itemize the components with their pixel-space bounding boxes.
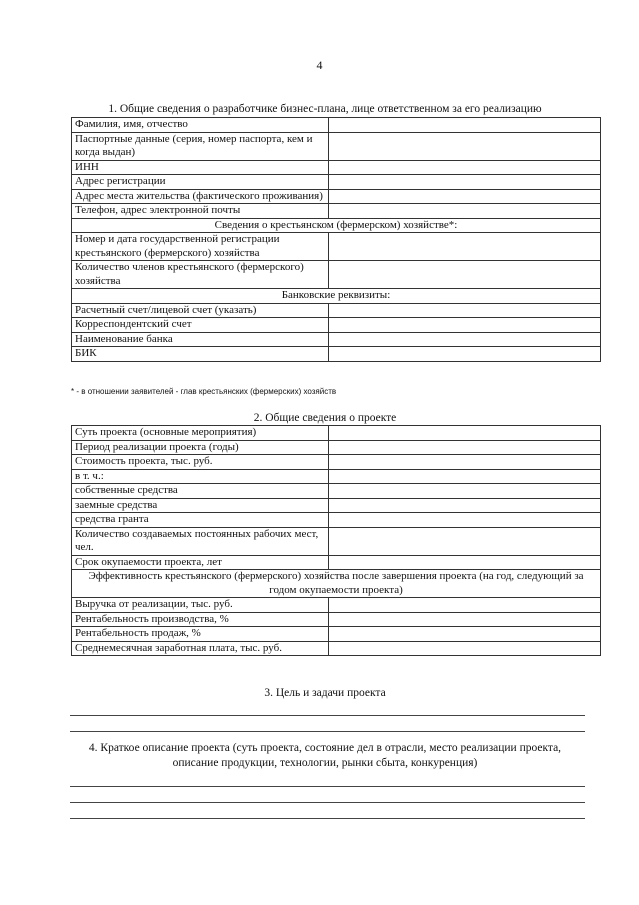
section-2-title: 2. Общие сведения о проекте [253, 412, 397, 424]
field-label: Фамилия, имя, отчество [72, 118, 329, 133]
section-header-cell: Эффективность крестьянского (фермерского) хозяйства после завершения проекта (на год, следующий за годом окупаемости проекта) [72, 570, 601, 598]
table-row [72, 303, 601, 318]
section-1-title: 1. Общие сведения о разработчике бизнес-плана, лице ответственном за его реализацию [108, 103, 542, 115]
section-3-answer-lines [70, 700, 585, 732]
field-value-cell[interactable] [329, 527, 601, 555]
section-3-title: 3. Цель и задачи проекта [264, 687, 386, 699]
field-value-cell[interactable] [329, 189, 601, 204]
table-row [72, 455, 601, 470]
answer-line[interactable] [70, 700, 585, 716]
table-row [72, 347, 601, 362]
field-label: Адрес регистрации [72, 175, 329, 190]
field-label: собственные средства [72, 484, 329, 499]
section-header-cell: Сведения о крестьянском (фермерском) хозяйстве*: [72, 218, 601, 233]
field-value-cell[interactable] [329, 233, 601, 261]
field-label: Наименование банка [72, 332, 329, 347]
project-info-table [71, 425, 601, 656]
field-label: Выручка от реализации, тыс. руб. [72, 598, 329, 613]
section-4-answer-lines [70, 771, 585, 819]
table-row [72, 261, 601, 289]
table-row [72, 175, 601, 190]
table-section-header-row [72, 570, 601, 598]
field-label: Количество создаваемых постоянных рабочих мест, чел. [72, 527, 329, 555]
table-row [72, 118, 601, 133]
field-label: Среднемесячная заработная плата, тыс. руб. [72, 641, 329, 656]
field-label: БИК [72, 347, 329, 362]
field-value-cell[interactable] [329, 318, 601, 333]
table-row [72, 641, 601, 656]
table-row [72, 484, 601, 499]
field-value-cell[interactable] [329, 118, 601, 133]
field-label: Стоимость проекта, тыс. руб. [72, 455, 329, 470]
field-label: Суть проекта (основные мероприятия) [72, 426, 329, 441]
field-value-cell[interactable] [329, 204, 601, 219]
field-label: Рентабельность продаж, % [72, 627, 329, 642]
page-number: 4 [316, 58, 323, 72]
field-label: Срок окупаемости проекта, лет [72, 555, 329, 570]
field-value-cell[interactable] [329, 440, 601, 455]
field-value-cell[interactable] [329, 160, 601, 175]
field-value-cell[interactable] [329, 641, 601, 656]
table-row [72, 318, 601, 333]
table-row [72, 612, 601, 627]
developer-info-table [71, 117, 601, 362]
table-row [72, 440, 601, 455]
field-value-cell[interactable] [329, 598, 601, 613]
field-label: Период реализации проекта (годы) [72, 440, 329, 455]
field-label: Количество членов крестьянского (фермерского) хозяйства [72, 261, 329, 289]
table-row [72, 426, 601, 441]
field-value-cell[interactable] [329, 347, 601, 362]
field-value-cell[interactable] [329, 261, 601, 289]
footnote: * - в отношении заявителей - глав крестьянских (фермерских) хозяйств [71, 387, 337, 396]
answer-line[interactable] [70, 803, 585, 819]
table-row [72, 189, 601, 204]
field-label: Расчетный счет/лицевой счет (указать) [72, 303, 329, 318]
table-row [72, 498, 601, 513]
field-label: средства гранта [72, 513, 329, 528]
table-row [72, 598, 601, 613]
field-value-cell[interactable] [329, 303, 601, 318]
table-row [72, 204, 601, 219]
field-label: Телефон, адрес электронной почты [72, 204, 329, 219]
field-value-cell[interactable] [329, 612, 601, 627]
field-label: заемные средства [72, 498, 329, 513]
table-section-header-row [72, 218, 601, 233]
table-row [72, 627, 601, 642]
field-value-cell[interactable] [329, 469, 601, 484]
field-label: Паспортные данные (серия, номер паспорта, кем и когда выдан) [72, 132, 329, 160]
field-value-cell[interactable] [329, 332, 601, 347]
table-section-header-row [72, 289, 601, 304]
table-row [72, 469, 601, 484]
field-label: Адрес места жительства (фактического проживания) [72, 189, 329, 204]
field-value-cell[interactable] [329, 426, 601, 441]
field-value-cell[interactable] [329, 627, 601, 642]
field-label: ИНН [72, 160, 329, 175]
field-value-cell[interactable] [329, 455, 601, 470]
field-value-cell[interactable] [329, 175, 601, 190]
field-label: Рентабельность производства, % [72, 612, 329, 627]
field-value-cell[interactable] [329, 555, 601, 570]
field-value-cell[interactable] [329, 484, 601, 499]
answer-line[interactable] [70, 771, 585, 787]
table-row [72, 233, 601, 261]
table-row [72, 332, 601, 347]
field-label: Корреспондентский счет [72, 318, 329, 333]
field-label: Номер и дата государственной регистрации крестьянского (фермерского) хозяйства [72, 233, 329, 261]
table-row [72, 527, 601, 555]
table-row [72, 160, 601, 175]
answer-line[interactable] [70, 787, 585, 803]
section-4-title: 4. Краткое описание проекта (суть проекта, состояние дел в отрасли, место реализации проекта, описание продукции, технологии, рынки сбыта, конкуренция) [88, 742, 562, 769]
field-value-cell[interactable] [329, 513, 601, 528]
answer-line[interactable] [70, 716, 585, 732]
section-header-cell: Банковские реквизиты: [72, 289, 601, 304]
table-row [72, 555, 601, 570]
field-value-cell[interactable] [329, 132, 601, 160]
field-value-cell[interactable] [329, 498, 601, 513]
table-row [72, 513, 601, 528]
field-label: в т. ч.: [72, 469, 329, 484]
table-row [72, 132, 601, 160]
